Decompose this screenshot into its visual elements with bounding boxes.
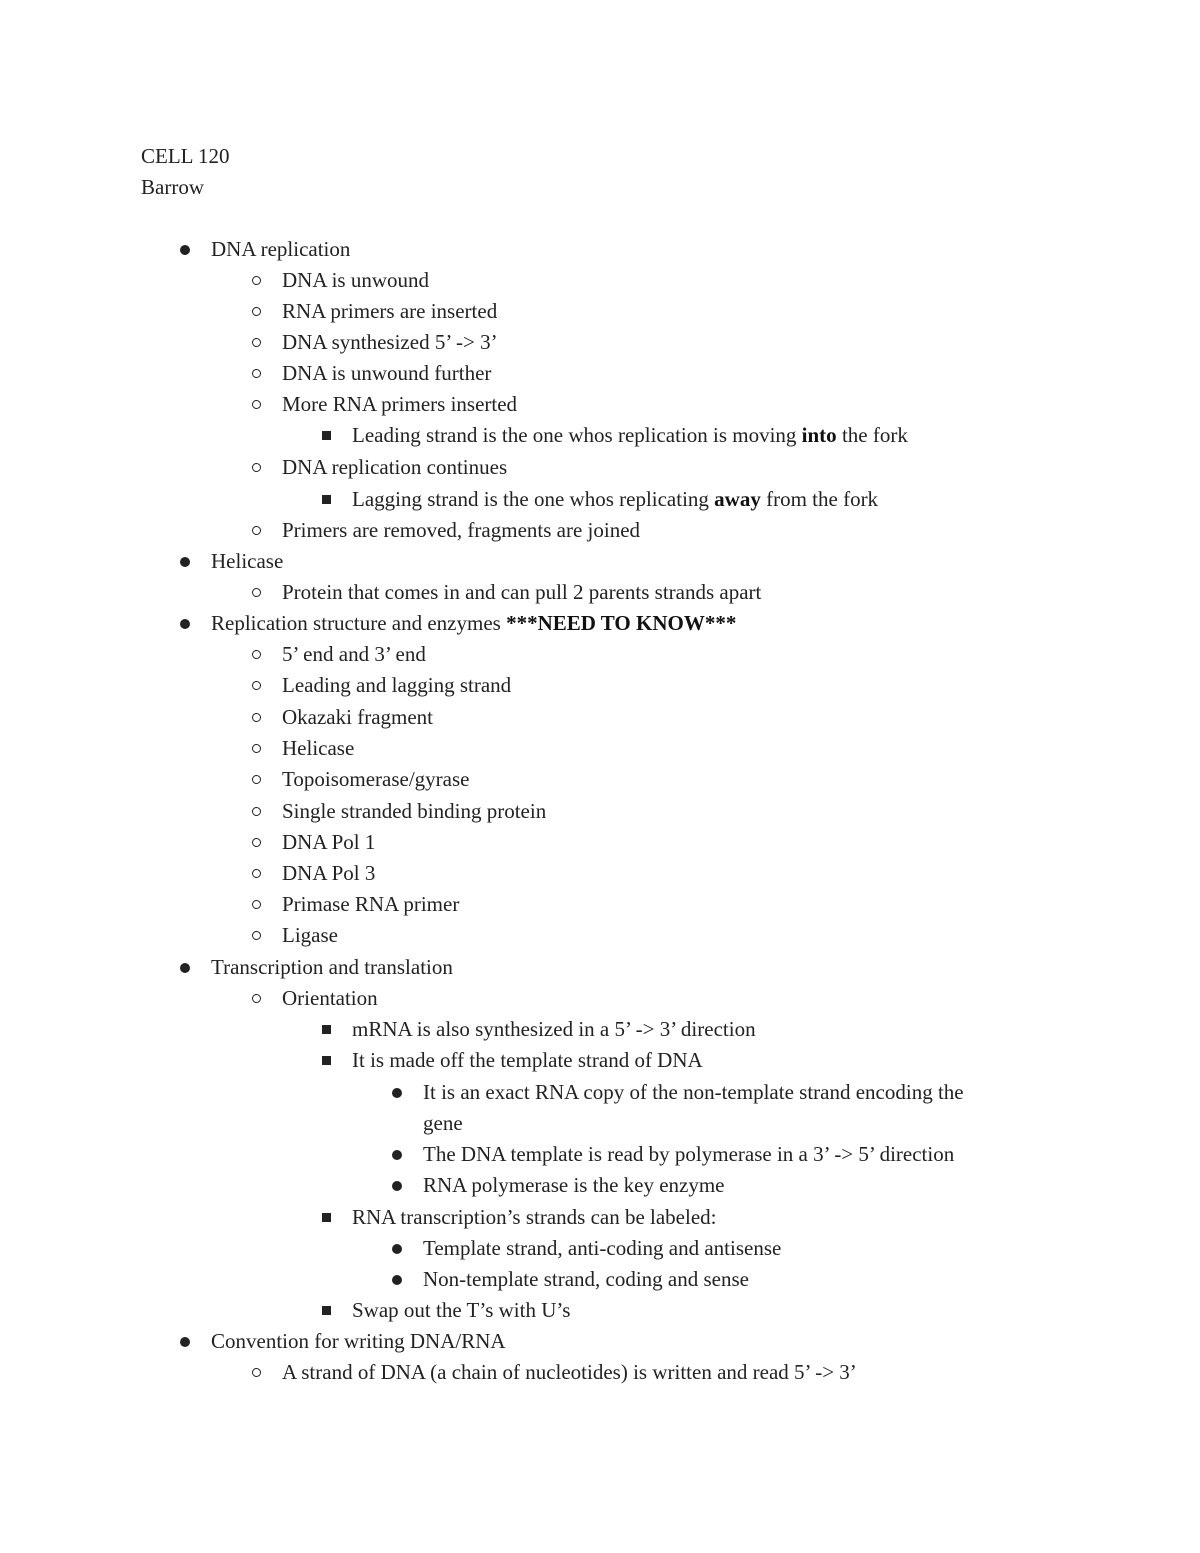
circle-bullet-icon: [246, 515, 266, 546]
circle-bullet-icon: [246, 827, 266, 858]
square-bullet-icon: [316, 1295, 336, 1326]
square-bullet-icon: [316, 1202, 336, 1233]
circle-bullet-icon: [246, 358, 266, 389]
bullet-icon: [175, 608, 195, 639]
bullet-icon: [175, 952, 195, 983]
circle-bullet-icon: [246, 764, 266, 795]
bullet-icon: [387, 1139, 407, 1170]
bullet-icon: [387, 1170, 407, 1201]
circle-bullet-icon: [246, 733, 266, 764]
circle-bullet-icon: [246, 327, 266, 358]
bullet-icon: [175, 234, 195, 265]
circle-bullet-icon: [246, 702, 266, 733]
circle-bullet-icon: [246, 296, 266, 327]
bullet-icon: [175, 1326, 195, 1357]
square-bullet-icon: [316, 420, 336, 451]
square-bullet-icon: [316, 484, 336, 515]
emphasis-text: into: [801, 423, 837, 447]
circle-bullet-icon: [246, 452, 266, 483]
circle-bullet-icon: [246, 858, 266, 889]
circle-bullet-icon: [246, 577, 266, 608]
square-bullet-icon: [316, 1014, 336, 1045]
bullet-icon: [387, 1264, 407, 1295]
instructor-name: Barrow: [141, 175, 204, 199]
circle-bullet-icon: [246, 983, 266, 1014]
emphasis-text: ***NEED TO KNOW***: [506, 611, 737, 635]
bullet-icon: [387, 1233, 407, 1264]
bullet-icon: [387, 1077, 407, 1108]
circle-bullet-icon: [246, 796, 266, 827]
course-title: CELL 120: [141, 144, 230, 168]
circle-bullet-icon: [246, 265, 266, 296]
bullet-icon: [175, 546, 195, 577]
circle-bullet-icon: [246, 920, 266, 951]
list-item-continuation: gene: [423, 1111, 463, 1135]
circle-bullet-icon: [246, 889, 266, 920]
emphasis-text: away: [714, 487, 761, 511]
circle-bullet-icon: [246, 670, 266, 701]
circle-bullet-icon: [246, 1357, 266, 1388]
document-page: CELL 120 Barrow DNA replication DNA is unwound RNA primers are inserted DNA synthesized 5’ -> 3’ DNA is unwound further More RNA primers inserted Leading strand is the one whos replication is moving into the fork DNA replication continues Lagging strand is the one whos replicating away from the fork Primers are removed, fragments are joined Helicase Protein that comes in and can pull 2 parents strands apart Replication structure and enzymes ***NEED TO KNOW*** 5’ end and 3’ end Leading and lagging strand Okazaki fragment Helicase Topoisomerase/gyrase Single stranded binding protein DNA Pol 1 DNA Pol 3 Primase RNA primer Ligase Transcription and translation Orientation mRNA is also synthesized in a 5’ -> 3’ direction It is made off the template strand of DNA It is an exact RNA copy of the non-template strand encoding the gene The DNA template is read by polymerase in a 3’ -> 5’ direction RNA polymerase is the key enzyme RNA transcription’s strands can be labeled: Template strand, anti-coding and antisense Non-template strand, coding and sense Swap out the T’s with U’s Convention for writing DNA/RNA A strand of DNA (a chain of nucleotides) is written and read 5’ -> 3’: [0, 0, 1200, 1553]
circle-bullet-icon: [246, 639, 266, 670]
circle-bullet-icon: [246, 389, 266, 420]
square-bullet-icon: [316, 1045, 336, 1076]
